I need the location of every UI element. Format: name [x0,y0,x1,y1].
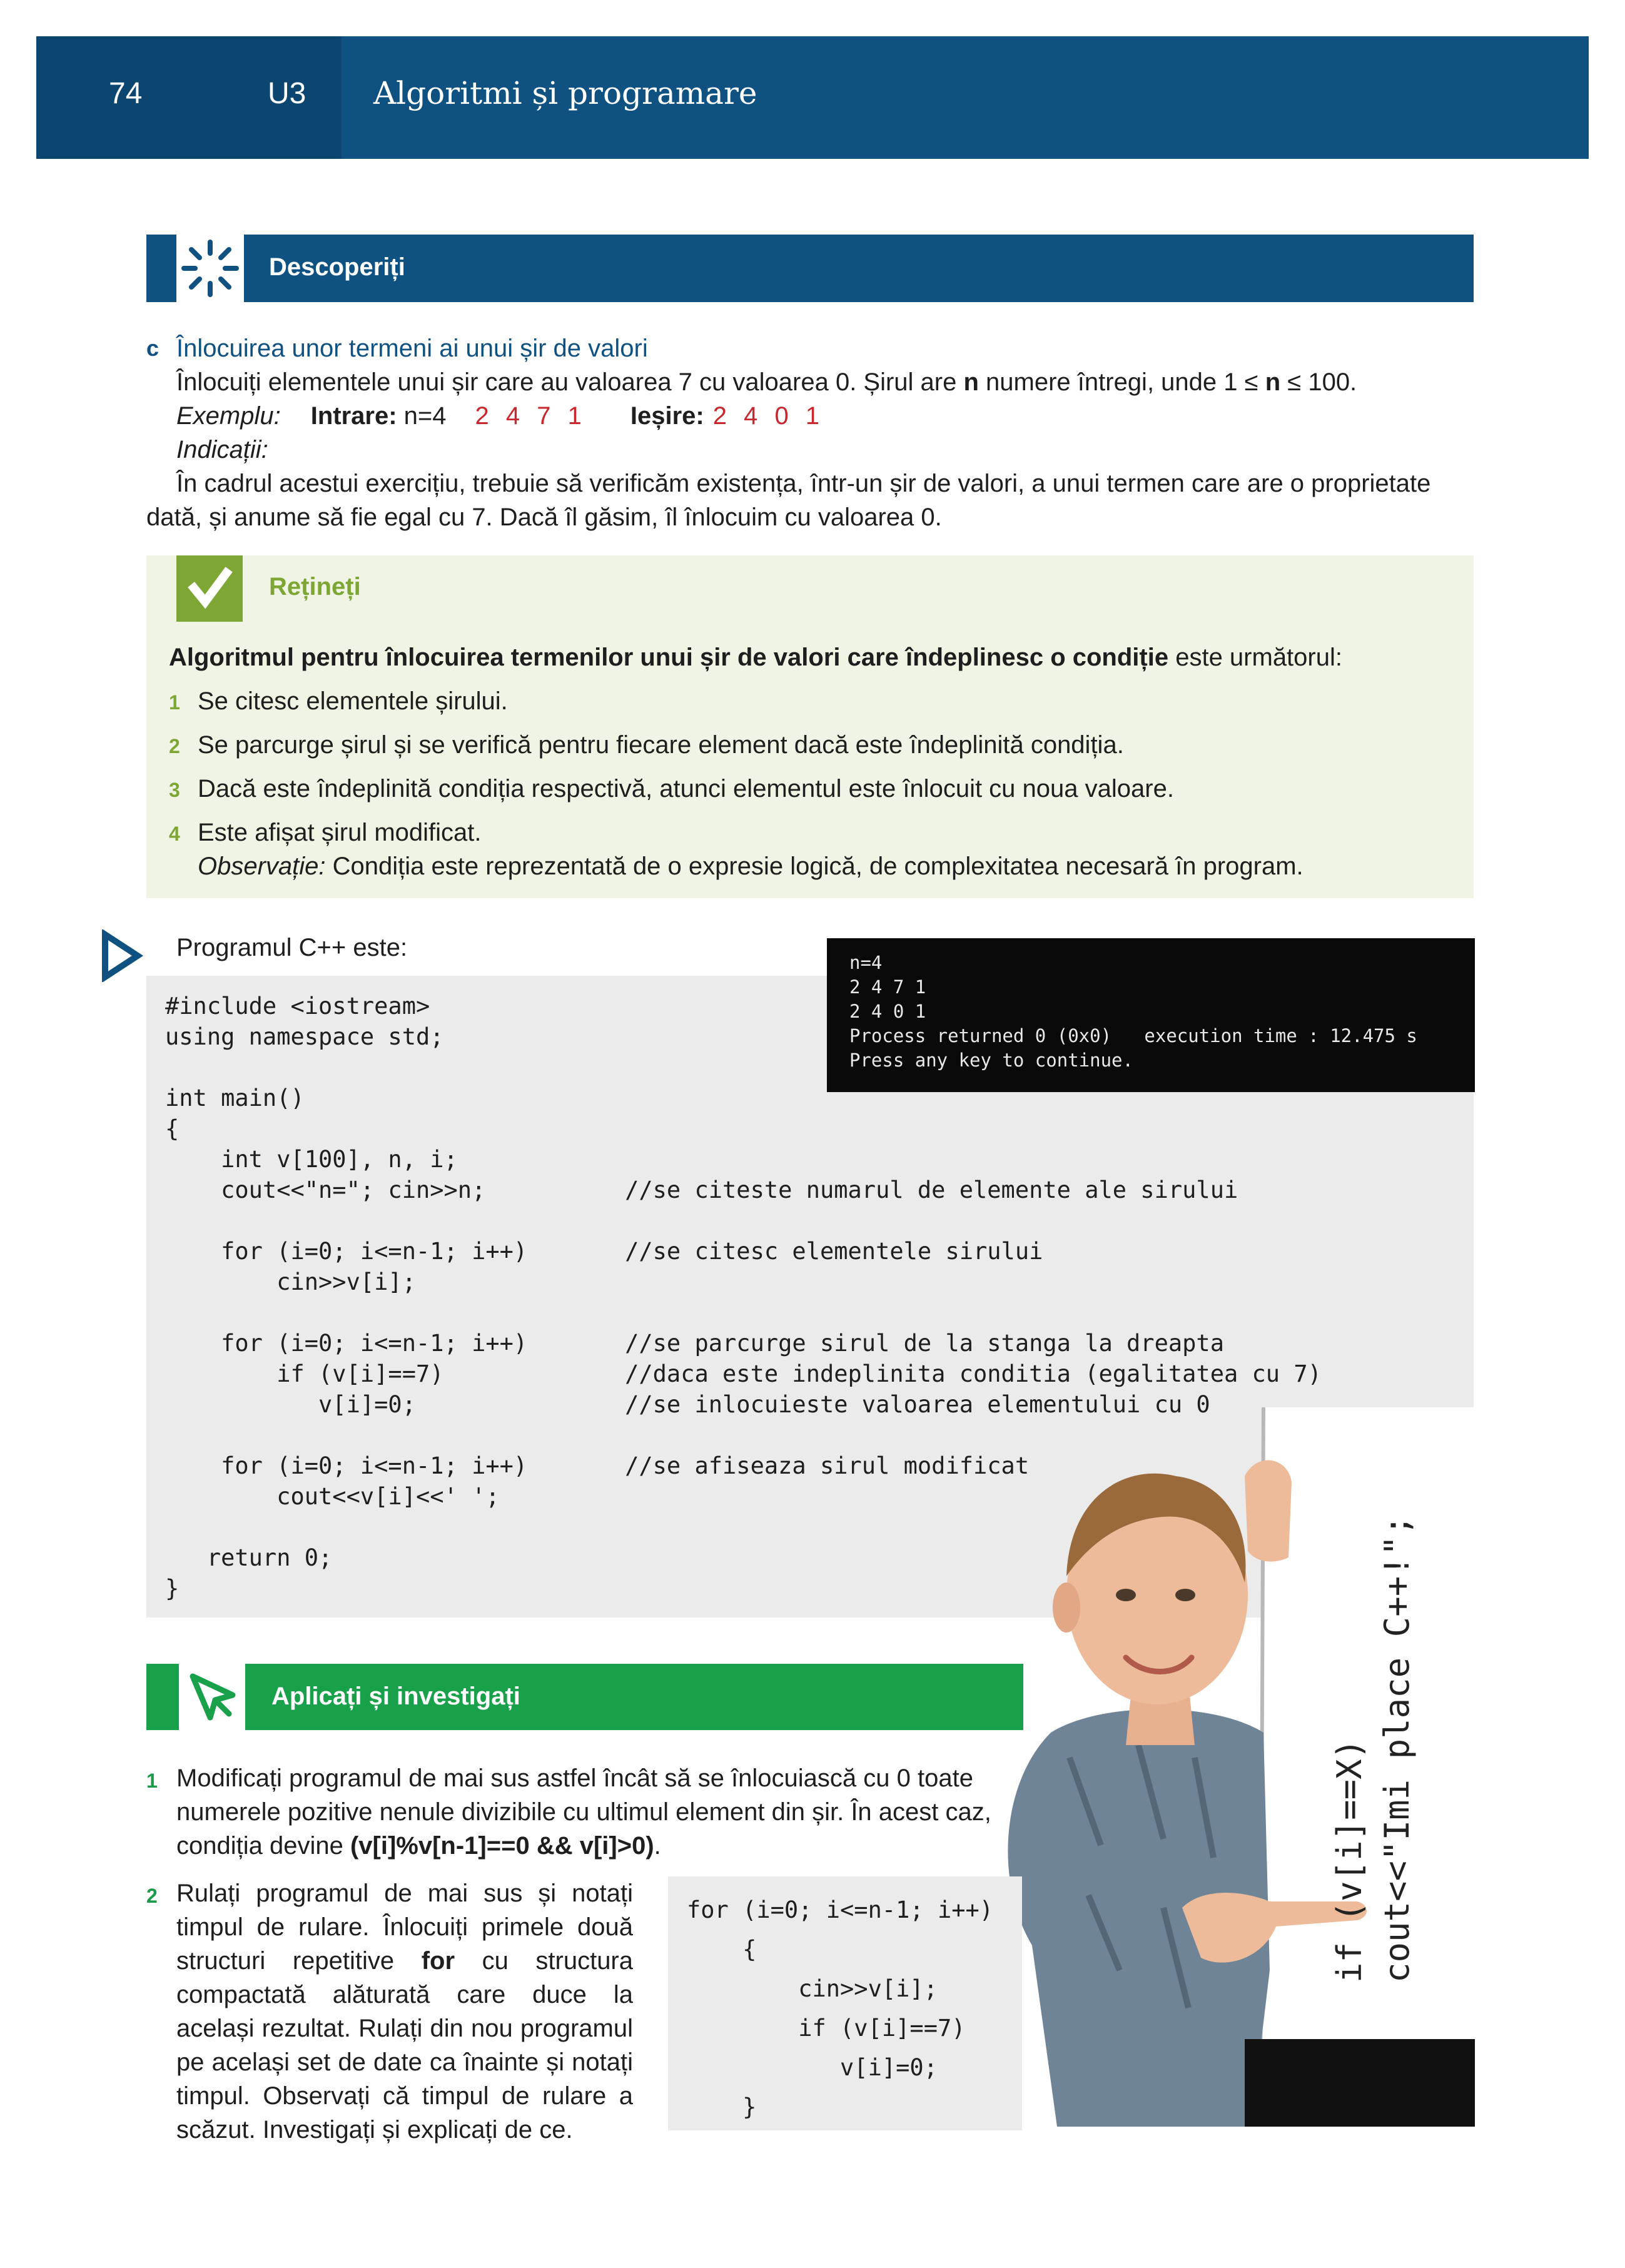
remember-icon-box [176,555,243,622]
chapter-title: Algoritmi și programare [373,75,757,111]
list-item: 4 Este afișat șirul modificat. [169,819,482,846]
apply-item-2: Rulați programul de mai sus și notați timpul de rulare. Înlocuiți primele două structuri repetitive for cu structura compactată alăturată care duce la același rezultat. Rulați din nou programul pe același set de date ca înainte și notați timpul. Observați că timpul de rulare a scăzut. Investigați și explicați de ce. [176,1880,633,2144]
exercise-marker: c [146,335,159,361]
apply-icon-box [179,1664,245,1730]
boy-with-sign-photo [976,1407,1475,2127]
page-number: 74 [109,77,143,110]
sparkle-icon [176,235,244,302]
unit-label: U3 [268,77,306,110]
remember-note: Observație: Condiția este reprezentată de o expresie logică, de complexitatea necesară în program. [198,853,1304,880]
example-line: Exemplu: Intrare: n=4 2 4 7 1 Ieșire: 2 4 0 1 [176,402,825,430]
program-intro: Programul C++ este: [176,934,408,961]
play-triangle-icon [100,929,144,982]
compact-code-block [668,1876,1022,2130]
remember-label: Rețineți [269,573,361,600]
output-values: 2 4 0 1 [712,402,825,430]
exercise-heading: Înlocuirea unor termeni ai unui șir de valori [176,335,648,362]
exercise-task: Înlocuiți elementele unui șir care au valoarea 7 cu valoarea 0. Șirul are n numere întregi, unde 1 ≤ n ≤ 100. [176,368,1357,396]
list-item: 1 Se citesc elementele șirului. [169,687,508,715]
console-text: n=4 2 4 7 1 2 4 0 1 Process returned 0 (0x0) execution time : 12.475 s Press any key to continue. [849,952,1417,1071]
hints-text: În cadrul acestui exercițiu, trebuie să verificăm existența, într-un șir de valori, a unui termen care are o proprietate dată, și anume să fie egal cu 7. Dacă îl găsim, îl înlocuim cu valoarea 0. [146,470,1431,531]
list-item: 3 Dacă este îndeplinită condiția respectivă, atunci elementul este înlocuit cu noua valoare. [169,775,1174,802]
apply-item-number: 2 [146,1885,158,1907]
checkmark-icon [176,555,243,622]
code-text: #include <iostream> using namespace std; int main() { int v[100], n, i; cout<<"n="; cin>>n; //se citeste numarul de elemente ale sirului for (i=0; i<=n-1; i++) //se citesc elementele sirului cin>>v[i]; for (i=0; i<=n-1; i++) //se parcurge sirul de la stanga la dreapta if (v[i]==7) //daca este indeplinita conditia (egalitatea cu 7) v[i]=0; //se inlocuieste valoarea elementului cu 0 for (i=0; i<=n-1; i++) //se afiseaza sirul modificat cout<<v[i]<<' '; return 0; } [165,993,1322,1602]
apply-item-number: 1 [146,1769,158,1792]
discover-label: Descoperiți [269,253,405,281]
sign-text: if (v[i]==X) cout<<"Imi place C++!"; [1330,1515,1417,1983]
apply-item-1: Modificați programul de mai sus astfel încât să se înlocuiască cu 0 toate numerele pozitive nenule divizibile cu ultimul element din șir. În acest caz, condiția devine (v[i]%v[n-1]==0 && v[i]>0). [176,1764,991,1860]
list-item: 2 Se parcurge șirul și se verifică pentru fiecare element dacă este îndeplinită condiția. [169,731,1124,759]
remember-box [146,555,1474,898]
hints-label: Indicații: [176,436,268,463]
cursor-arrow-icon [179,1664,245,1730]
apply-label: Aplicați și investigați [271,1683,520,1710]
apply-bar [146,1664,1023,1730]
compact-code-text: for (i=0; i<=n-1; i++) { cin>>v[i]; if (v[i]==7) v[i]=0; } [687,1896,994,2120]
discover-icon-box [176,235,244,302]
remember-intro: Algoritmul pentru înlocuirea termenilor unui șir de valori care îndeplinesc o condiție este următorul: [169,644,1342,671]
discover-bar [146,235,1474,302]
input-values: 2 4 7 1 [475,402,587,430]
console-output [827,938,1475,1092]
